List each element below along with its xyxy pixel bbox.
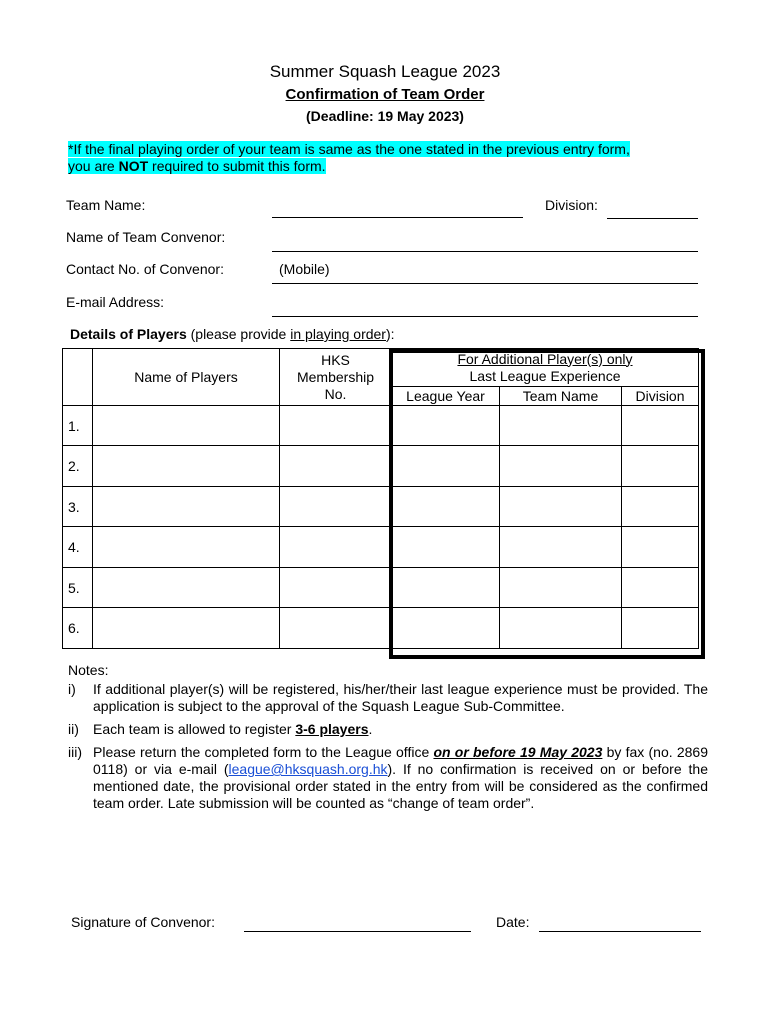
header-division: Division [622, 387, 699, 406]
note-3-bold: on or before 19 May 2023 [433, 744, 603, 760]
table-row [63, 527, 699, 568]
signature-label: Signature of Convenor: [71, 914, 215, 930]
players-table [62, 348, 699, 649]
player-name-cell[interactable] [93, 446, 280, 487]
notes-title: Notes: [68, 662, 109, 678]
row-number: 1. [63, 406, 93, 446]
note-2-text-2: . [368, 721, 373, 737]
row-number: 5. [63, 568, 93, 608]
notice-line-1: *If the final playing order of your team is same as the one stated in the previous entry form, [68, 141, 630, 157]
row-number: 2. [63, 446, 93, 487]
membership-cell[interactable] [280, 406, 392, 446]
division-cell[interactable] [622, 446, 699, 487]
row-number: 3. [63, 487, 93, 527]
form-title: Summer Squash League 2023 [269, 62, 501, 81]
league-year-cell[interactable] [392, 406, 500, 446]
email-label: E-mail Address: [66, 294, 165, 310]
player-name-cell[interactable] [93, 608, 280, 649]
form-subtitle: Confirmation of Team Order [285, 86, 485, 103]
header-number-cell [63, 349, 93, 406]
membership-cell[interactable] [280, 527, 392, 568]
details-heading [70, 326, 395, 342]
date-label: Date: [496, 914, 530, 930]
row-number: 4. [63, 527, 93, 568]
league-year-cell[interactable] [392, 568, 500, 608]
additional-title: For Additional Player(s) only [457, 350, 633, 367]
team-name-cell[interactable] [500, 487, 622, 527]
notice-text [68, 141, 708, 175]
membership-cell[interactable] [280, 568, 392, 608]
note-2-text-1: Each team is allowed to register [93, 721, 296, 737]
details-text-2: ): [385, 326, 395, 342]
division-label: Division: [545, 197, 598, 213]
membership-cell[interactable] [280, 487, 392, 527]
note-2 [68, 721, 708, 738]
division-cell[interactable] [622, 568, 699, 608]
division-cell[interactable] [622, 487, 699, 527]
note-3-text-2: by fax (no. 2869 0118) or via e-mail ( [93, 744, 708, 777]
note-2-marker: ii) [68, 721, 79, 737]
note-3-text-3: ). If no confirmation is received on or before the mentioned date, the provisional order stated in the entry from will be considered as the confirmed team order. Late submission will be counted as “change of team order”. [93, 761, 709, 811]
player-name-cell[interactable] [93, 568, 280, 608]
division-field[interactable] [607, 218, 698, 219]
team-name-label: Team Name: [66, 197, 146, 213]
notes-section [68, 662, 708, 812]
membership-cell[interactable] [280, 608, 392, 649]
league-year-cell[interactable] [392, 527, 500, 568]
date-field[interactable] [539, 931, 701, 932]
team-name-field[interactable] [272, 217, 523, 218]
note-1-marker: i) [68, 681, 76, 697]
team-name-cell[interactable] [500, 446, 622, 487]
team-name-cell[interactable] [500, 406, 622, 446]
convenor-name-field[interactable] [272, 251, 698, 252]
header-additional [392, 349, 699, 387]
notice-part-2a: you are [68, 158, 119, 174]
note-1 [68, 681, 708, 715]
table-row [63, 406, 699, 446]
league-year-cell[interactable] [392, 446, 500, 487]
team-name-cell[interactable] [500, 527, 622, 568]
header-name-players: Name of Players [93, 349, 280, 406]
table-row [63, 568, 699, 608]
note-3-marker: iii) [68, 744, 82, 760]
details-underline: in playing order [290, 326, 386, 342]
row-number: 6. [63, 608, 93, 649]
details-text-1: (please provide [186, 326, 291, 342]
table-row [63, 446, 699, 487]
team-name-cell[interactable] [500, 568, 622, 608]
header-hks-membership: HKS Membership No. [280, 349, 392, 406]
mobile-label: (Mobile) [279, 261, 330, 277]
convenor-name-label: Name of Team Convenor: [66, 229, 226, 245]
contact-label: Contact No. of Convenor: [66, 261, 224, 277]
table-row [63, 487, 699, 527]
division-cell[interactable] [622, 608, 699, 649]
header-league-year: League Year [392, 387, 500, 406]
notice-not: NOT [118, 158, 149, 174]
player-name-cell[interactable] [93, 487, 280, 527]
membership-cell[interactable] [280, 446, 392, 487]
contact-field[interactable] [272, 283, 698, 284]
team-name-cell[interactable] [500, 608, 622, 649]
division-cell[interactable] [622, 406, 699, 446]
deadline-text: (Deadline: 19 May 2023) [306, 108, 464, 124]
note-2-bold: 3-6 players [295, 721, 369, 737]
division-cell[interactable] [622, 527, 699, 568]
note-1-text: If additional player(s) will be registered, his/her/their last league experience must be provided. The application is subject to the approval of the Squash League Sub-Committee. [93, 681, 708, 714]
details-bold: Details of Players [70, 326, 187, 342]
table-row [63, 608, 699, 649]
league-year-cell[interactable] [392, 608, 500, 649]
signature-field[interactable] [244, 931, 471, 932]
player-name-cell[interactable] [93, 406, 280, 446]
note-3 [68, 744, 708, 812]
email-field[interactable] [272, 316, 698, 317]
notice-part-2c: required to submit this form. [148, 158, 326, 174]
note-3-text-1: Please return the completed form to the League office [93, 744, 434, 760]
league-year-cell[interactable] [392, 487, 500, 527]
last-league-title: Last League Experience [469, 367, 621, 384]
league-email-link[interactable]: league@hksquash.org.hk [228, 761, 388, 777]
header-team-name: Team Name [500, 387, 622, 406]
player-name-cell[interactable] [93, 527, 280, 568]
